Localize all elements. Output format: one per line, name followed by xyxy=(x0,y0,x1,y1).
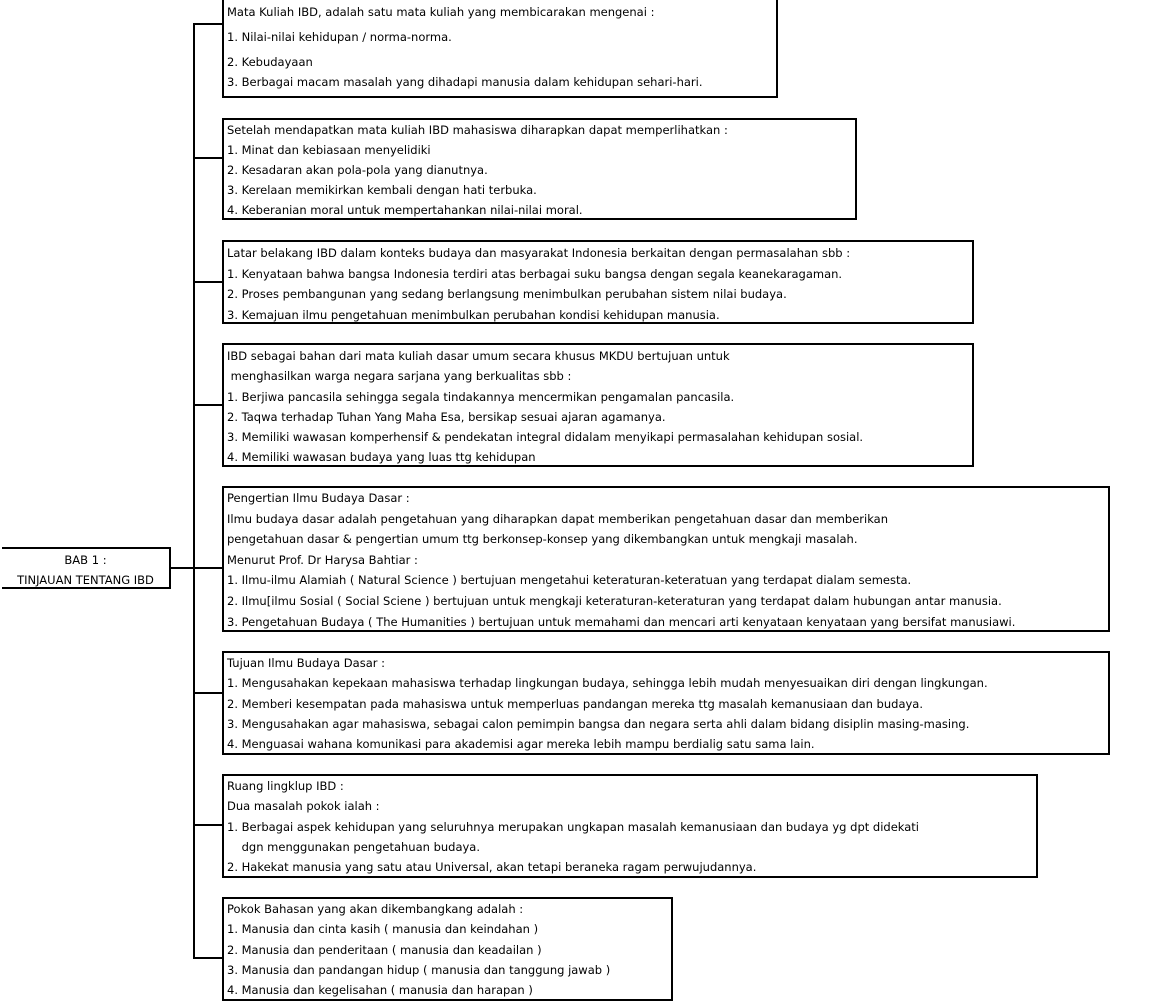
bracket-top-0 xyxy=(193,23,224,25)
box-line: 4. Keberanian moral untuk mempertahankan nilai-nilai moral. xyxy=(227,203,583,217)
box-line: 4. Manusia dan kegelisahan ( manusia dan harapan ) xyxy=(227,983,533,998)
bracket-top-4 xyxy=(193,567,224,569)
box-line: 1. Manusia dan cinta kasih ( manusia dan keindahan ) xyxy=(227,922,539,937)
box-line: 3. Kemajuan ilmu pengetahuan menimbulkan perubahan kondisi kehidupan manusia. xyxy=(227,307,720,322)
bracket-top-6 xyxy=(193,824,224,826)
box-line: 4. Memiliki wawasan budaya yang luas ttg kehidupan xyxy=(227,450,536,465)
box-line: IBD sebagai bahan dari mata kuliah dasar umum secara khusus MKDU bertujuan untuk xyxy=(227,349,730,363)
box-line: 3. Kerelaan memikirkan kembali dengan hati terbuka. xyxy=(227,183,537,197)
topic-box-mkdu-objectives xyxy=(222,343,974,467)
box-line: 2. Kesadaran akan pola-pola yang dianutnya. xyxy=(227,163,488,177)
box-line: Pengertian Ilmu Budaya Dasar : xyxy=(227,491,410,505)
bracket-top-5 xyxy=(193,692,224,694)
topic-box-goals xyxy=(222,118,857,220)
box-line: Setelah mendapatkan mata kuliah IBD mahasiswa diharapkan dapat memperlihatkan : xyxy=(227,123,728,137)
box-line: menghasilkan warga negara sarjana yang berkualitas sbb : xyxy=(227,369,572,384)
root-node xyxy=(2,547,171,589)
box-line: Ilmu budaya dasar adalah pengetahuan yang diharapkan dapat memberikan pengetahuan dasar dan memberikan xyxy=(227,511,889,526)
box-line: 2. Kebudayaan xyxy=(227,55,313,69)
root-title-line-2: TINJAUAN TENTANG IBD xyxy=(17,573,154,587)
topic-box-definition xyxy=(222,0,778,98)
box-line: Ruang lingklup IBD : xyxy=(227,779,344,793)
box-line: dgn menggunakan pengetahuan budaya. xyxy=(227,839,481,854)
box-line: 1. Mengusahakan kepekaan mahasiswa terhadap lingkungan budaya, sehingga lebih mudah menyesuaikan diri dengan lingkungan. xyxy=(227,676,988,691)
box-line: 1. Nilai-nilai kehidupan / norma-norma. xyxy=(227,30,452,44)
bracket-top-7 xyxy=(193,957,224,959)
box-line: 3. Mengusahakan agar mahasiswa, sebagai calon pemimpin bangsa dan negara serta ahli dalam bidang disiplin masing-masing. xyxy=(227,716,970,731)
box-line: 1. Berjiwa pancasila sehingga segala tindakannya mencermikan pengamalan pancasila. xyxy=(227,389,735,404)
root-connector xyxy=(171,567,194,569)
box-line: 1. Minat dan kebiasaan menyelidiki xyxy=(227,143,431,157)
root-title-line-1: BAB 1 : xyxy=(64,553,107,567)
box-line: 3. Memiliki wawasan komperhensif & pendekatan integral didalam menyikapi permasalahan kehidupan sosial. xyxy=(227,430,864,445)
box-line: 2. Taqwa terhadap Tuhan Yang Maha Esa, bersikap sesuai ajaran agamanya. xyxy=(227,409,666,424)
box-line: 3. Berbagai macam masalah yang dihadapi manusia dalam kehidupan sehari-hari. xyxy=(227,75,703,89)
box-line: 2. Memberi kesempatan pada mahasiswa untuk memperluas pandangan mereka ttg masalah kemanusiaan dan budaya. xyxy=(227,696,924,711)
box-line: Pokok Bahasan yang akan dikembangkang adalah : xyxy=(227,902,524,916)
bracket-top-2 xyxy=(193,281,224,283)
bracket-top-1 xyxy=(193,157,224,159)
topic-box-scope xyxy=(222,774,1038,878)
bracket-top-3 xyxy=(193,404,224,406)
box-line: 1. Ilmu-ilmu Alamiah ( Natural Science ) bertujuan mengetahui keteraturan-keteratuan yang terdapat dialam semesta. xyxy=(227,573,912,588)
box-line: Mata Kuliah IBD, adalah satu mata kuliah yang membicarakan mengenai : xyxy=(227,5,655,19)
box-line: 1. Kenyataan bahwa bangsa Indonesia terdiri atas berbagai suku bangsa dengan segala keanekaragaman. xyxy=(227,266,843,281)
box-line: 3. Pengetahuan Budaya ( The Humanities ) bertujuan untuk memahami dan mencari arti kenyataan kenyataan yang bersifat manusiawi. xyxy=(227,614,1016,629)
box-line: pengetahuan dasar & pengertian umum ttg berkonsep-konsep yang dikembangkan untuk mengkaji masalah. xyxy=(227,532,858,547)
box-line: Dua masalah pokok ialah : xyxy=(227,799,380,814)
box-line: 1. Berbagai aspek kehidupan yang seluruhnya merupakan ungkapan masalah kemanusiaan dan budaya yg dpt didekati xyxy=(227,819,919,834)
box-line: 4. Menguasai wahana komunikasi para akademisi agar mereka lebih mampu berdialig satu sama lain. xyxy=(227,737,815,752)
topic-box-background xyxy=(222,240,974,324)
box-line: 2. Ilmu[ilmu Sosial ( Social Sciene ) bertujuan untuk mengkaji keteraturan-keteraturan yang terdapat dalam hubungan antar manusia. xyxy=(227,593,1002,608)
box-line: 2. Manusia dan penderitaan ( manusia dan keadailan ) xyxy=(227,942,542,957)
box-line: Latar belakang IBD dalam konteks budaya dan masyarakat Indonesia berkaitan dengan permasalahan sbb : xyxy=(227,246,851,260)
box-line: 2. Hakekat manusia yang satu atau Universal, akan tetapi beraneka ragam perwujudannya. xyxy=(227,860,757,875)
box-line: Tujuan Ilmu Budaya Dasar : xyxy=(227,656,386,670)
trunk-line xyxy=(193,23,195,959)
topic-box-ibd-definition xyxy=(222,486,1110,632)
box-line: 3. Manusia dan pandangan hidup ( manusia dan tanggung jawab ) xyxy=(227,962,611,977)
box-line: 2. Proses pembangunan yang sedang berlangsung menimbulkan perubahan sistem nilai budaya. xyxy=(227,287,787,301)
box-line: Menurut Prof. Dr Harysa Bahtiar : xyxy=(227,552,418,567)
topic-box-ibd-goals xyxy=(222,651,1110,755)
topic-box-subjects xyxy=(222,897,673,1001)
